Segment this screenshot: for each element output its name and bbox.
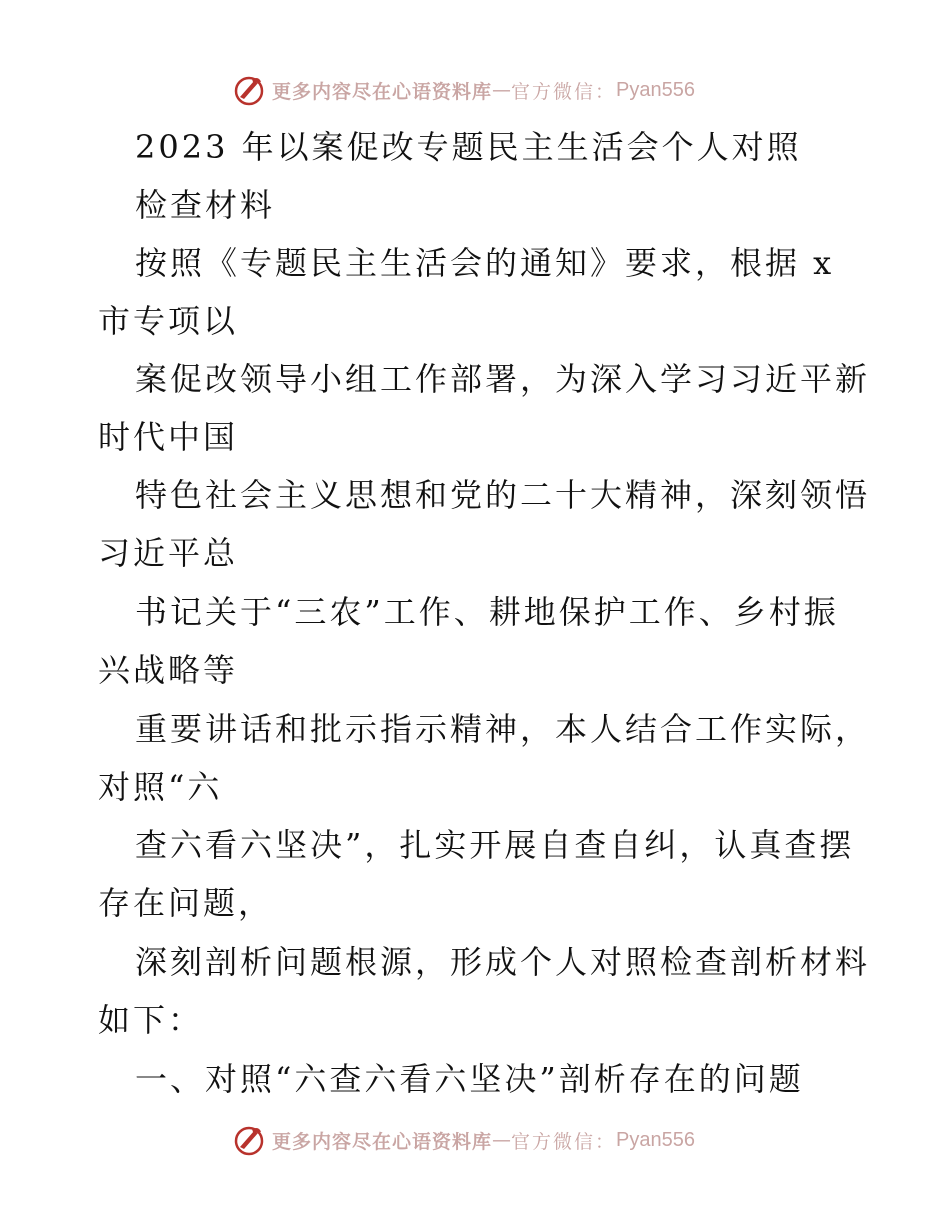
paragraph-line: 按照《专题民主生活会的通知》要求，根据 x [135,244,835,282]
paragraph-line: 市专项以 [98,302,239,340]
document-title-line-2: 检查材料 [135,186,276,224]
paragraph-line: 习近平总 [98,534,239,572]
section-heading: 一、对照“六查六看六坚决”剖析存在的问题 [135,1060,804,1098]
paragraph-line: 案促改领导小组工作部署，为深入学习习近平新 [135,360,871,398]
quill-logo-icon [232,1123,266,1157]
paragraph-line: 查六看六坚决”，扎实开展自查自纠，认真查摆 [135,826,855,864]
footer-banner [232,1122,695,1158]
paragraph-line: 书记关于“三农”工作、耕地保护工作、乡村振 [135,593,839,631]
banner-wechat-label: 官方微信： [511,80,617,103]
paragraph-line: 特色社会主义思想和党的二十大精神，深刻领悟 [135,476,871,514]
banner-wechat-id: Pyan556 [616,1128,695,1151]
paragraph-line: 兴战略等 [98,651,239,689]
paragraph-line: 时代中国 [98,418,239,456]
paragraph-line: 对照“六 [98,768,223,806]
banner-wechat-id: Pyan556 [616,78,695,101]
header-banner [232,72,695,108]
paragraph-line: 深刻剖析问题根源，形成个人对照检查剖析材料 [135,943,871,981]
paragraph-line: 重要讲话和批示指示精神，本人结合工作实际， [135,710,871,748]
banner-dash: — [492,79,512,101]
document-title-line-1: 2023 年以案促改专题民主生活会个人对照 [135,128,802,166]
banner-brand-text: 更多内容尽在心语资料库 [272,80,493,103]
banner-brand-text: 更多内容尽在心语资料库 [272,1130,493,1153]
paragraph-line: 如下： [98,1001,204,1039]
quill-logo-icon [232,73,266,107]
banner-dash: — [492,1129,512,1151]
paragraph-line: 存在问题， [98,884,274,922]
banner-wechat-label: 官方微信： [511,1130,617,1153]
